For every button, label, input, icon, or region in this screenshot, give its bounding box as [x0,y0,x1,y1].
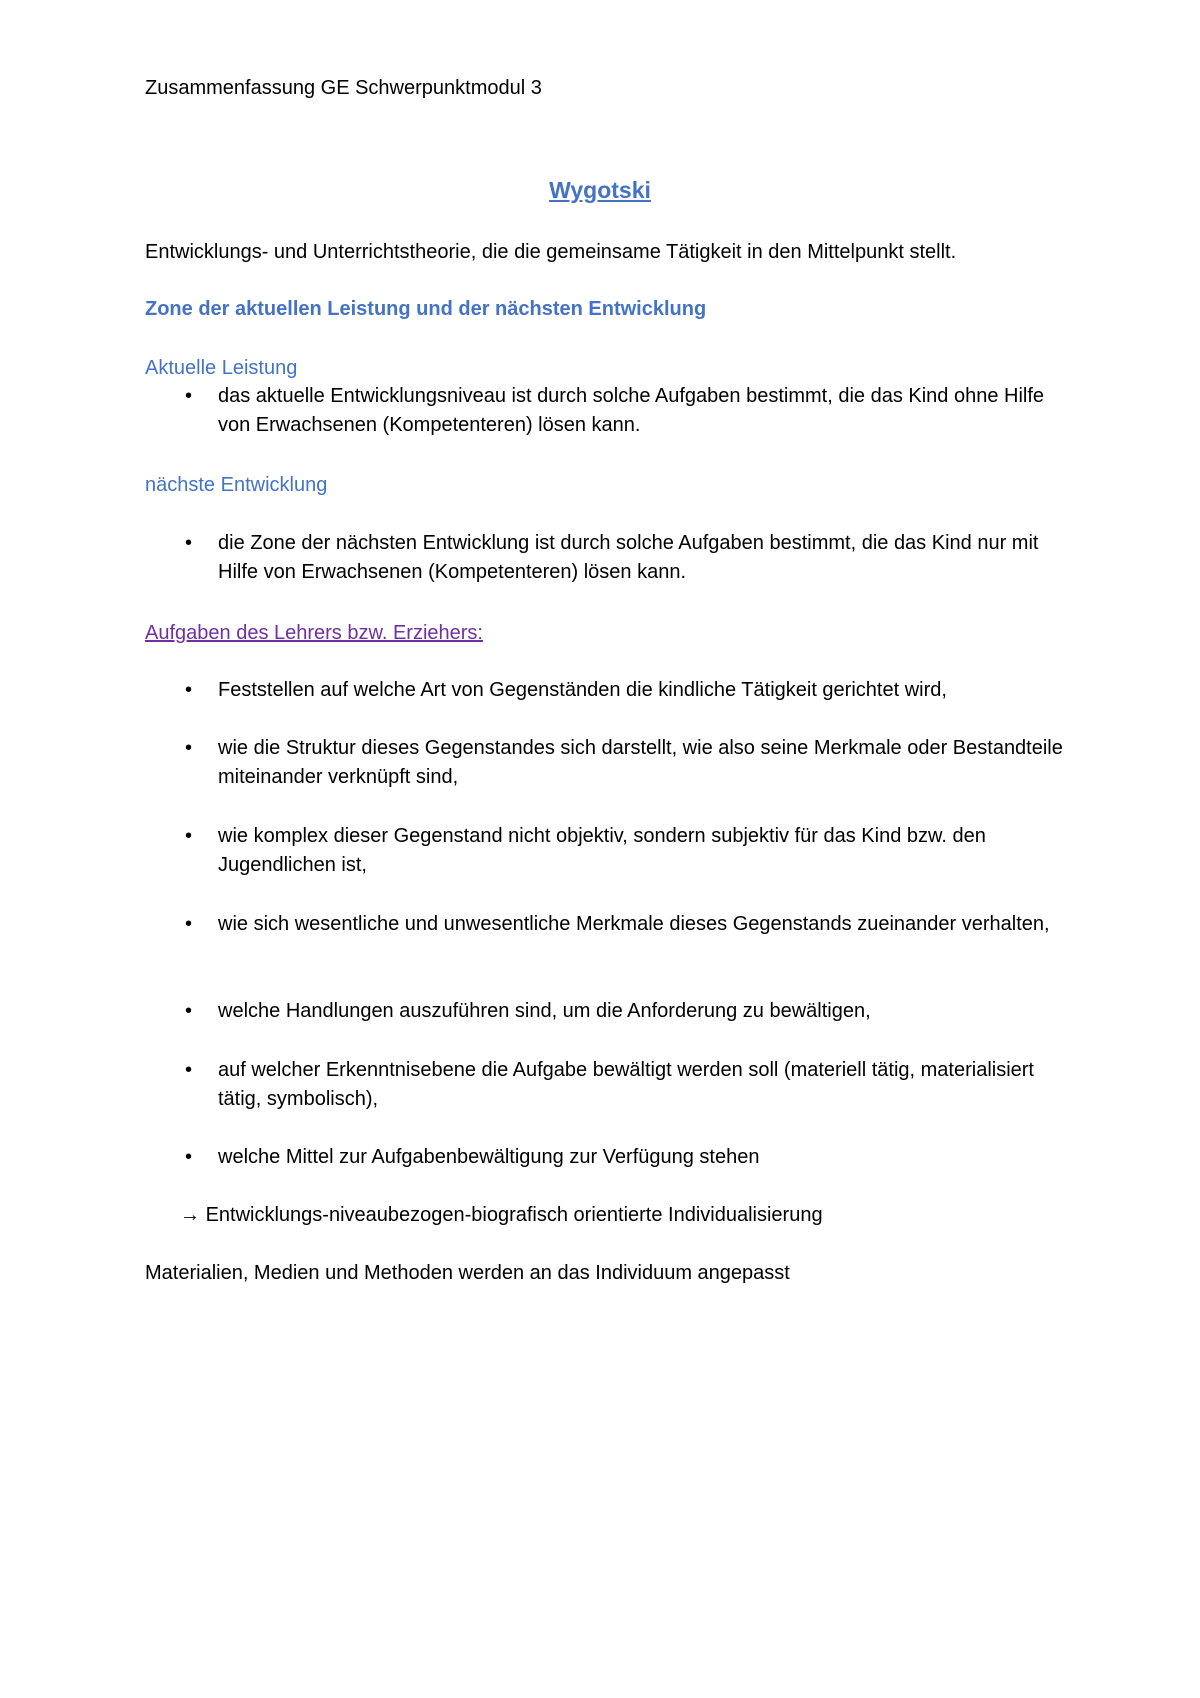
bullet-icon: • [185,825,193,847]
list-item-text: Feststellen auf welche Art von Gegenständen die kindliche Tätigkeit gerichtet wird, [218,679,947,701]
arrow-right-icon: → [180,1204,200,1226]
list-item-text: welche Mittel zur Aufgabenbewältigung zur Verfügung stehen [218,1146,760,1168]
list-item-text: wie die Struktur dieses Gegenstandes sich darstellt, wie also seine Merkmale oder Bestandteile miteinander verknüpft sind, [218,737,1063,788]
conclusion-text: Entwicklungs-niveaubezogen-biografisch orientierte Individualisierung [205,1204,823,1226]
bullet-icon: • [185,913,193,935]
conclusion-line [180,1203,823,1227]
intro-paragraph: Entwicklungs- und Unterrichtstheorie, die die gemeinsame Tätigkeit in den Mittelpunkt stellt. [145,241,957,263]
section-heading-zone: Zone der aktuellen Leistung und der nächsten Entwicklung [145,298,707,320]
list-item-text: die Zone der nächsten Entwicklung ist durch solche Aufgaben bestimmt, die das Kind nur mit Hilfe von Erwachsenen (Kompetenteren) lösen kann. [218,532,1039,583]
list-item-text: welche Handlungen auszuführen sind, um die Anforderung zu bewältigen, [218,1000,871,1022]
bullet-icon: • [185,1059,193,1081]
bullet-icon: • [185,737,193,759]
subheading-actual: Aktuelle Leistung [145,357,298,379]
list-item-text: wie komplex dieser Gegenstand nicht objektiv, sondern subjektiv für das Kind bzw. den Jugendlichen ist, [218,825,986,876]
bullet-icon: • [185,1146,193,1168]
section-heading-tasks: Aufgaben des Lehrers bzw. Erziehers: [145,622,483,644]
bullet-icon: • [185,532,193,554]
list-item-text: auf welcher Erkenntnisebene die Aufgabe bewältigt werden soll (materiell tätig, materialisiert tätig, symbolisch), [218,1059,1034,1110]
list-item-text: das aktuelle Entwicklungsniveau ist durch solche Aufgaben bestimmt, die das Kind ohne Hilfe von Erwachsenen (Kompetenteren) lösen kann. [218,385,1045,436]
bullet-icon: • [185,385,193,407]
closing-paragraph: Materialien, Medien und Methoden werden an das Individuum angepasst [145,1262,790,1284]
bullet-icon: • [185,679,193,701]
page-header: Zusammenfassung GE Schwerpunktmodul 3 [145,77,542,99]
list-item-text: wie sich wesentliche und unwesentliche Merkmale dieses Gegenstands zueinander verhalten, [218,913,1050,935]
document-title: Wygotski [549,177,651,203]
subheading-next: nächste Entwicklung [145,474,328,496]
bullet-icon: • [185,1000,193,1022]
